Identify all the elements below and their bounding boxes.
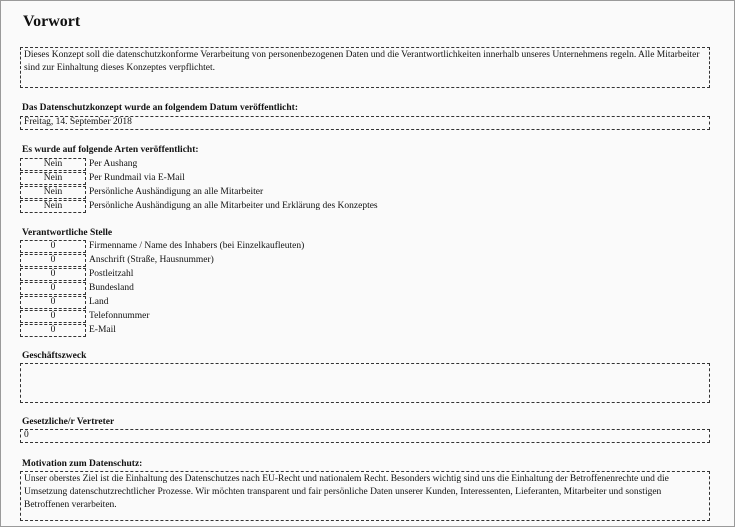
page-title: Vorwort bbox=[23, 13, 81, 30]
publication-types-heading: Es wurde auf folgende Arten veröffentlicht: bbox=[22, 145, 199, 155]
motivation-heading: Motivation zum Datenschutz: bbox=[22, 459, 143, 469]
motivation-text-box[interactable]: Unser oberstes Ziel ist die Einhaltung des Datenschutzes nach EU-Recht und nationalem Recht. Besonders wichtig sind uns die Einhaltung der Betroffenenrechte und die Umsetzung datenschutzrechtlicher Prozesse. Wir möchten transparent und fair persönliche Daten unserer Kunden, Interessenten, Lieferanten, Mitarbeiter und sonstigen Betroffenen verarbeiten. bbox=[20, 471, 710, 521]
responsible-label: Firmenname / Name des Inhabers (bei Einzelkaufleuten) bbox=[89, 241, 305, 251]
publication-type-value[interactable]: Nein bbox=[20, 200, 86, 213]
publication-type-label: Per Aushang bbox=[89, 159, 138, 169]
publication-type-row bbox=[20, 158, 720, 171]
responsible-value[interactable]: 0 bbox=[20, 324, 86, 337]
published-heading: Das Datenschutzkonzept wurde an folgendem Datum veröffentlicht: bbox=[22, 103, 299, 113]
intro-text-box[interactable]: Dieses Konzept soll die datenschutzkonforme Verarbeitung von personenbezogenen Daten und die Verantwortlichkeiten innerhalb unseres Unternehmens regeln. Alle Mitarbeiter sind zur Einhaltung dieses Konzeptes verpflichtet. bbox=[20, 47, 710, 88]
responsible-row bbox=[20, 240, 720, 253]
responsible-row bbox=[20, 296, 720, 309]
responsible-value[interactable]: 0 bbox=[20, 296, 86, 309]
responsible-row bbox=[20, 310, 720, 323]
publication-type-row bbox=[20, 172, 720, 185]
responsible-label: Postleitzahl bbox=[89, 269, 134, 279]
responsible-label: Telefonnummer bbox=[89, 311, 150, 321]
publication-type-label: Per Rundmail via E-Mail bbox=[89, 173, 185, 183]
responsible-row bbox=[20, 324, 720, 337]
publication-type-value[interactable]: Nein bbox=[20, 186, 86, 199]
publication-type-value[interactable]: Nein bbox=[20, 158, 86, 171]
representative-heading: Gesetzliche/r Vertreter bbox=[22, 417, 115, 427]
publication-type-label: Persönliche Aushändigung an alle Mitarbeiter bbox=[89, 187, 264, 197]
responsible-value[interactable]: 0 bbox=[20, 310, 86, 323]
purpose-heading: Geschäftszweck bbox=[22, 351, 87, 361]
responsible-label: E-Mail bbox=[89, 325, 116, 335]
responsible-row bbox=[20, 282, 720, 295]
responsible-row bbox=[20, 268, 720, 281]
publication-type-row bbox=[20, 186, 720, 199]
published-date-field[interactable]: Freitag, 14. September 2018 bbox=[20, 116, 710, 130]
publication-type-label: Persönliche Aushändigung an alle Mitarbeiter und Erklärung des Konzeptes bbox=[89, 201, 378, 211]
responsible-value[interactable]: 0 bbox=[20, 268, 86, 281]
responsible-label: Bundesland bbox=[89, 283, 134, 293]
responsible-heading: Verantwortliche Stelle bbox=[22, 228, 113, 238]
responsible-value[interactable]: 0 bbox=[20, 282, 86, 295]
responsible-value[interactable]: 0 bbox=[20, 240, 86, 253]
publication-type-value[interactable]: Nein bbox=[20, 172, 86, 185]
publication-type-row bbox=[20, 200, 720, 213]
purpose-text-box[interactable] bbox=[20, 363, 710, 403]
responsible-value[interactable]: 0 bbox=[20, 254, 86, 267]
responsible-label: Anschrift (Straße, Hausnummer) bbox=[89, 255, 214, 265]
responsible-row bbox=[20, 254, 720, 267]
representative-field[interactable]: 0 bbox=[20, 429, 710, 443]
responsible-label: Land bbox=[89, 297, 109, 307]
